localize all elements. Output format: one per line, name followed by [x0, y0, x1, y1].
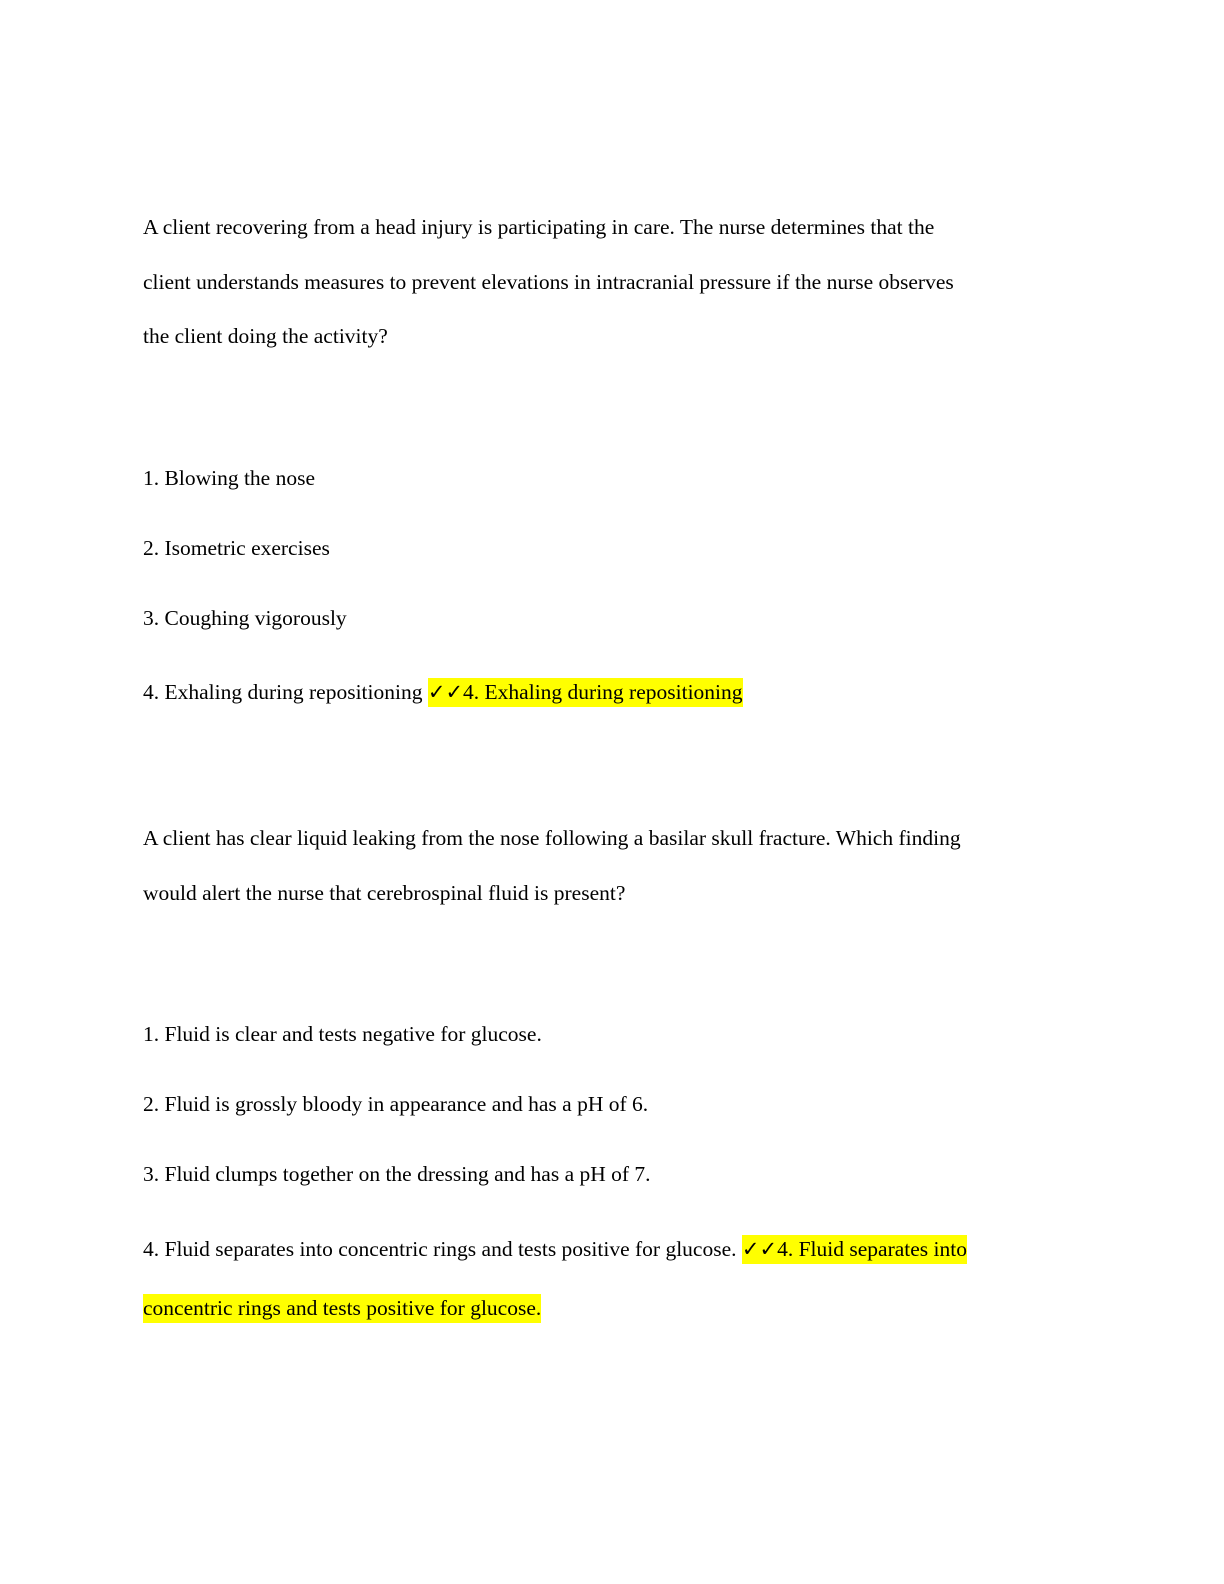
question-2-option-2: 2. Fluid is grossly bloody in appearance and has a pH of 6. — [143, 1092, 649, 1116]
question-1-option-2: 2. Isometric exercises — [143, 536, 330, 560]
question-2-answer-row-2 — [143, 1294, 541, 1322]
question-2-stem-line-2: would alert the nurse that cerebrospinal fluid is present? — [143, 881, 626, 905]
question-1-stem-line-3: the client doing the activity? — [143, 324, 388, 348]
double-check-icon: ✓✓ — [427, 680, 464, 704]
question-1-option-1: 1. Blowing the nose — [143, 466, 315, 490]
question-1-stem-line-2: client understands measures to prevent elevations in intracranial pressure if the nurse observes — [143, 270, 954, 294]
question-1-answer-highlight — [428, 678, 743, 707]
question-2-answer-text-line-2: concentric rings and tests positive for glucose. — [143, 1294, 541, 1323]
question-1-stem-line-1: A client recovering from a head injury is participating in care. The nurse determines that the — [143, 215, 935, 239]
question-2-answer-text-line-1: 4. Fluid separates into — [777, 1237, 967, 1261]
question-1-option-4-row — [143, 678, 743, 706]
question-2-stem-line-1: A client has clear liquid leaking from the nose following a basilar skull fracture. Which finding — [143, 826, 961, 850]
question-1-option-4: 4. Exhaling during repositioning — [143, 680, 423, 704]
double-check-icon: ✓✓ — [741, 1237, 778, 1261]
question-2-option-3: 3. Fluid clumps together on the dressing and has a pH of 7. — [143, 1162, 651, 1186]
question-2-option-4-row — [143, 1235, 967, 1263]
question-1-option-3: 3. Coughing vigorously — [143, 606, 347, 630]
question-2-answer-highlight-line-1 — [742, 1235, 967, 1264]
question-1-answer-text: 4. Exhaling during repositioning — [463, 680, 743, 704]
question-2-option-1: 1. Fluid is clear and tests negative for glucose. — [143, 1022, 542, 1046]
question-2-option-4: 4. Fluid separates into concentric rings and tests positive for glucose. — [143, 1237, 737, 1261]
